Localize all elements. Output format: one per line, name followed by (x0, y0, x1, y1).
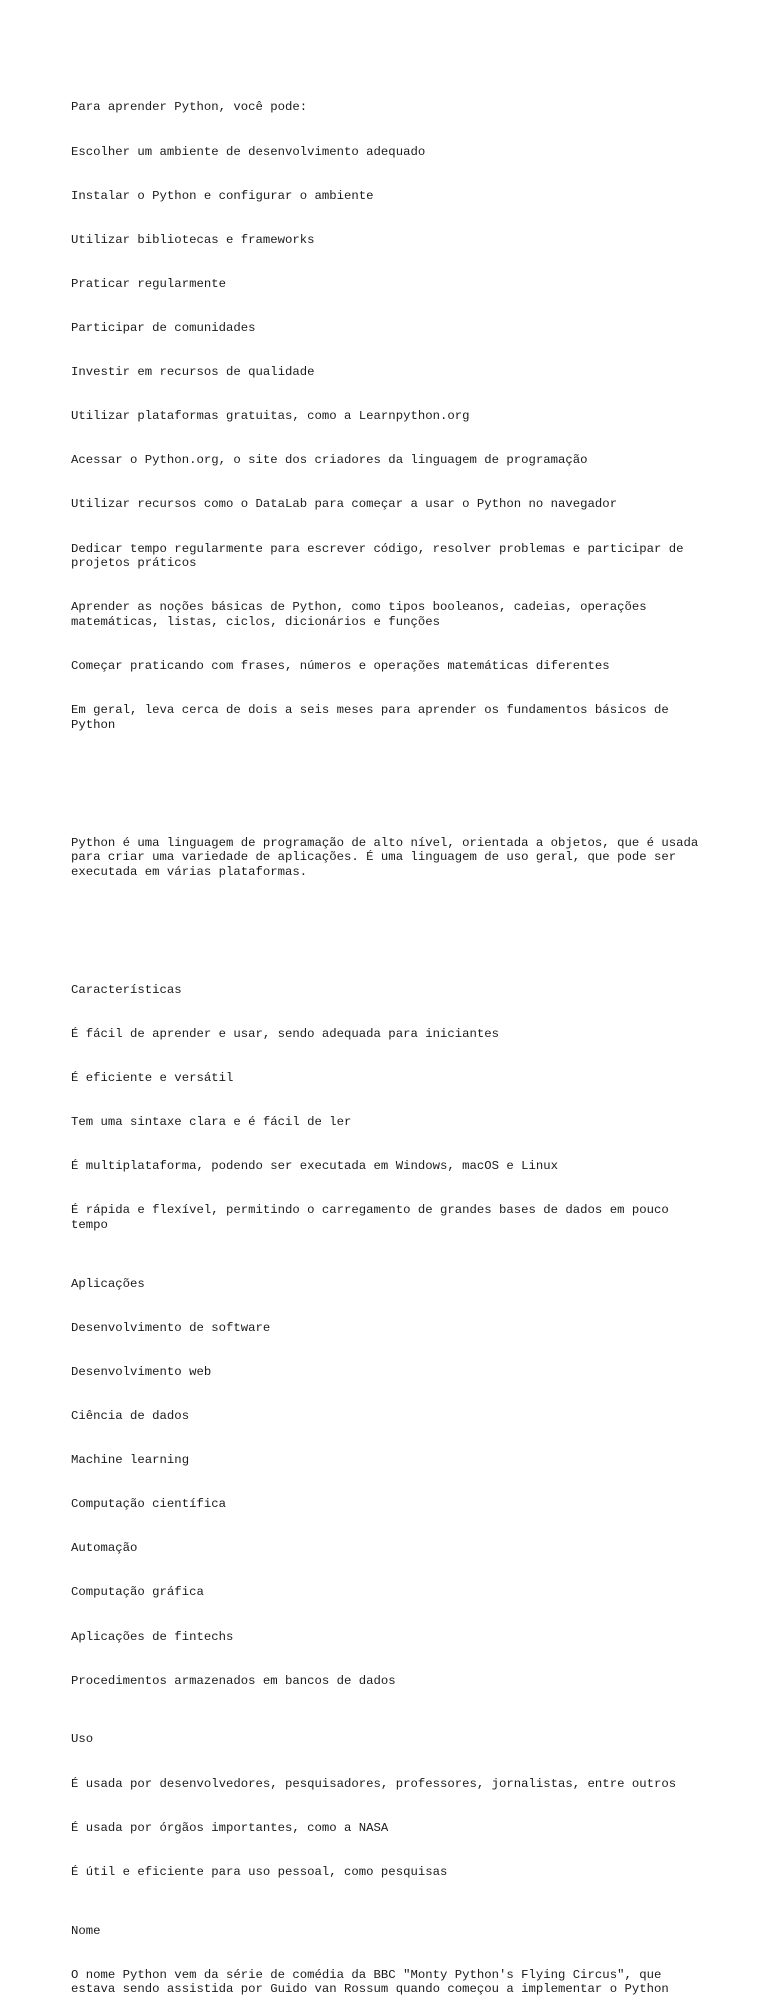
applications-heading: Aplicações (71, 1276, 145, 1291)
characteristic-item: É multiplataforma, podendo ser executada em Windows, macOS e Linux (71, 1159, 559, 1173)
learn-item: Em geral, leva cerca de dois a seis meses para aprender os fundamentos básicos de Python (71, 703, 677, 732)
application-item: Procedimentos armazenados em bancos de dados (71, 1673, 396, 1688)
usage-item: É usada por desenvolvedores, pesquisadores, professores, jornalistas, entre outros (71, 1776, 677, 1791)
application-item: Desenvolvimento web (71, 1364, 212, 1379)
learn-item: Instalar o Python e configurar o ambiente (71, 188, 374, 203)
learn-item: Acessar o Python.org, o site dos criadores da linguagem de programação (71, 453, 588, 468)
application-item: Computação científica (71, 1497, 226, 1512)
application-item: Automação (71, 1541, 138, 1556)
learn-item: Utilizar bibliotecas e frameworks (71, 232, 315, 247)
usage-item: É usada por órgãos importantes, como a NASA (71, 1820, 389, 1835)
usage-heading: Uso (71, 1732, 94, 1747)
application-item: Ciência de dados (71, 1408, 190, 1423)
name-heading: Nome (71, 1923, 101, 1938)
learn-item: Utilizar plataformas gratuitas, como a Learnpython.org (71, 409, 470, 424)
document-page (71, 71, 711, 2012)
learn-item: Dedicar tempo regularmente para escrever código, resolver problemas e participar de projetos práticos (71, 541, 691, 571)
characteristic-item: Tem uma sintaxe clara e é fácil de ler (71, 1114, 352, 1129)
application-item: Computação gráfica (71, 1585, 204, 1600)
learn-item: Começar praticando com frases, números e operações matemáticas diferentes (71, 659, 610, 674)
characteristics-heading: Características (71, 982, 182, 997)
learn-item: Aprender as noções básicas de Python, como tipos booleanos, cadeias, operações matemáticas, listas, ciclos, dicionários e funções (71, 600, 654, 630)
application-item: Machine learning (71, 1453, 190, 1468)
paragraph-gap (71, 777, 711, 792)
definition-paragraph: Python é uma linguagem de programação de alto nível, orientada a objetos, que é usada para criar uma variedade de aplicações. É uma linguagem de uso geral, que pode ser executada em várias plataformas. (71, 835, 706, 879)
characteristic-item: É fácil de aprender e usar, sendo adequada para iniciantes (71, 1026, 500, 1041)
name-paragraph: O nome Python vem da série de comédia da BBC "Monty Python's Flying Circus", que estava sendo assistida por Guido van Rossum quando começou a implementar o Python (71, 1967, 669, 1997)
learn-item: Escolher um ambiente de desenvolvimento adequado (71, 144, 426, 159)
learn-item: Utilizar recursos como o DataLab para começar a usar o Python no navegador (71, 497, 618, 512)
usage-item: É útil e eficiente para uso pessoal, como pesquisas (71, 1864, 448, 1879)
learn-item: Participar de comunidades (71, 320, 256, 335)
paragraph-gap (71, 924, 711, 939)
learn-intro: Para aprender Python, você pode: (71, 100, 308, 115)
application-item: Aplicações de fintechs (71, 1629, 234, 1644)
learn-item: Praticar regularmente (71, 276, 226, 291)
characteristic-item: É eficiente e versátil (71, 1070, 234, 1085)
application-item: Desenvolvimento de software (71, 1320, 271, 1335)
learn-item: Investir em recursos de qualidade (71, 365, 315, 380)
characteristic-item: É rápida e flexível, permitindo o carregamento de grandes bases de dados em pouco tempo (71, 1203, 677, 1232)
